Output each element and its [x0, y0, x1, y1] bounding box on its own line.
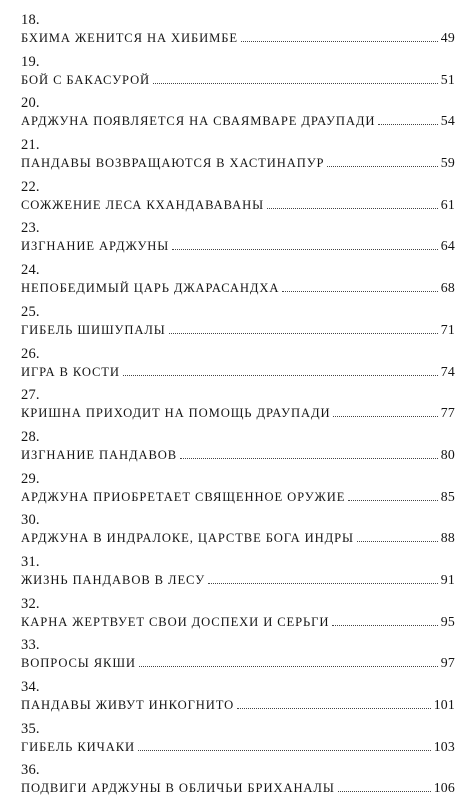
- toc-entry: [21, 387, 455, 429]
- page-number: 51: [440, 71, 455, 87]
- chapter-number: 19.: [21, 53, 40, 70]
- chapter-title: ГИБЕЛЬ ШИШУПАЛЫ: [21, 322, 166, 337]
- dot-leader: [333, 415, 437, 417]
- toc-entry: [21, 304, 455, 346]
- dot-leader: [123, 374, 438, 376]
- toc-line: [21, 237, 455, 254]
- toc-entry: [21, 679, 455, 721]
- toc-line: [21, 654, 455, 671]
- toc-entry: [21, 637, 455, 679]
- toc-line: [21, 404, 455, 421]
- toc-line: [21, 738, 455, 755]
- toc-line: [21, 696, 455, 713]
- chapter-number: 22.: [21, 178, 40, 195]
- dot-leader: [241, 40, 438, 42]
- chapter-number: 33.: [21, 637, 40, 654]
- dot-leader: [267, 207, 438, 209]
- chapter-title: ПОДВИГИ АРДЖУНЫ В ОБЛИЧЬИ БРИХАНАЛЫ: [21, 781, 335, 796]
- chapter-number: 29.: [21, 470, 40, 487]
- page-number: 71: [440, 321, 455, 337]
- chapter-title: БХИМА ЖЕНИТСЯ НА ХИБИМБЕ: [21, 31, 238, 45]
- chapter-number: 35.: [21, 720, 40, 737]
- chapter-number: 18.: [21, 12, 40, 28]
- toc-line: [21, 71, 455, 88]
- chapter-title: НЕПОБЕДИМЫЙ ЦАРЬ ДЖАРАСАНДХА: [21, 281, 280, 296]
- dot-leader: [208, 582, 438, 584]
- dot-leader: [169, 332, 438, 334]
- chapter-title: СОЖЖЕНИЕ ЛЕСА КХАНДАВАВАНЫ: [21, 197, 264, 212]
- chapter-title: КРИШНА ПРИХОДИТ НА ПОМОЩЬ ДРАУПАДИ: [21, 406, 331, 421]
- toc-line: [21, 529, 455, 546]
- chapter-number: 31.: [21, 553, 40, 570]
- page-number: 64: [440, 238, 455, 254]
- page-number: 85: [440, 488, 455, 504]
- dot-leader: [139, 665, 438, 667]
- toc-entry: [21, 554, 455, 596]
- chapter-title: БОЙ С БАКАСУРОЙ: [21, 72, 151, 87]
- toc-entry: [21, 12, 455, 54]
- toc-entry: [21, 54, 455, 96]
- page-number: 95: [440, 613, 455, 629]
- page-number: 68: [440, 280, 455, 296]
- chapter-number: 27.: [21, 387, 40, 404]
- chapter-number: 23.: [21, 220, 40, 237]
- chapter-number: 24.: [21, 262, 40, 279]
- toc-entry: [21, 137, 455, 179]
- toc-entry: [21, 262, 455, 304]
- toc-entry: [21, 95, 455, 137]
- chapter-number: 32.: [21, 595, 40, 612]
- chapter-number: 26.: [21, 345, 40, 362]
- chapter-title: ГИБЕЛЬ КИЧАКИ: [21, 739, 136, 754]
- toc-line: [21, 29, 455, 46]
- chapter-title: АРДЖУНА ПОЯВЛЯЕТСЯ НА СВАЯМВАРЕ ДРАУПАДИ: [21, 114, 376, 129]
- page-number: 88: [440, 530, 455, 546]
- dot-leader: [282, 290, 437, 292]
- page-number: 59: [440, 155, 455, 171]
- chapter-title: ЖИЗНЬ ПАНДАВОВ В ЛЕСУ: [21, 572, 206, 587]
- chapter-title: ПАНДАВЫ ВОЗВРАЩАЮТСЯ В ХАСТИНАПУР: [21, 156, 325, 171]
- chapter-number: 30.: [21, 512, 40, 529]
- chapter-number: 25.: [21, 303, 40, 320]
- chapter-number: 28.: [21, 428, 40, 445]
- chapter-title: АРДЖУНА В ИНДРАЛОКЕ, ЦАРСТВЕ БОГА ИНДРЫ: [21, 531, 354, 546]
- chapter-title: ИГРА В КОСТИ: [21, 364, 120, 379]
- dot-leader: [357, 540, 438, 542]
- dot-leader: [180, 457, 438, 459]
- table-of-contents: [21, 12, 455, 804]
- toc-line: [21, 488, 455, 505]
- toc-line: [21, 112, 455, 129]
- toc-entry: [21, 429, 455, 471]
- page-number: 77: [440, 405, 455, 421]
- page-number: 49: [440, 30, 455, 45]
- toc-entry: [21, 179, 455, 221]
- toc-line: [21, 779, 455, 796]
- chapter-number: 34.: [21, 679, 40, 695]
- dot-leader: [327, 165, 437, 167]
- chapter-title: КАРНА ЖЕРТВУЕТ СВОИ ДОСПЕХИ И СЕРЬГИ: [21, 614, 330, 629]
- page-number: 103: [433, 738, 455, 754]
- chapter-title: ИЗГНАНИЕ ПАНДАВОВ: [21, 447, 178, 462]
- toc-entry: [21, 512, 455, 554]
- chapter-number: 20.: [21, 95, 40, 112]
- toc-line: [21, 571, 455, 588]
- dot-leader: [378, 123, 437, 125]
- page-number: 97: [440, 655, 455, 671]
- page-number: 80: [440, 446, 455, 462]
- dot-leader: [332, 624, 437, 626]
- toc-entry: [21, 346, 455, 388]
- toc-line: [21, 613, 455, 630]
- toc-entry: [21, 471, 455, 513]
- toc-line: [21, 196, 455, 213]
- page-number: 61: [440, 196, 455, 212]
- toc-line: [21, 154, 455, 171]
- dot-leader: [172, 248, 438, 250]
- dot-leader: [348, 499, 438, 501]
- toc-line: [21, 321, 455, 338]
- dot-leader: [138, 749, 431, 751]
- page-number: 106: [433, 780, 455, 796]
- toc-entry: [21, 762, 455, 804]
- toc-entry: [21, 596, 455, 638]
- chapter-title: АРДЖУНА ПРИОБРЕТАЕТ СВЯЩЕННОЕ ОРУЖИЕ: [21, 489, 346, 504]
- toc-line: [21, 363, 455, 380]
- chapter-number: 36.: [21, 762, 40, 779]
- toc-line: [21, 279, 455, 296]
- toc-entry: [21, 220, 455, 262]
- dot-leader: [338, 790, 431, 792]
- toc-entry: [21, 721, 455, 763]
- dot-leader: [237, 707, 431, 709]
- page-number: 54: [440, 113, 455, 129]
- chapter-title: ПАНДАВЫ ЖИВУТ ИНКОГНИТО: [21, 698, 235, 712]
- dot-leader: [153, 82, 438, 84]
- page-number: 91: [440, 571, 455, 587]
- page-number: 74: [440, 363, 455, 379]
- chapter-number: 21.: [21, 137, 40, 154]
- chapter-title: ВОПРОСЫ ЯКШИ: [21, 656, 136, 671]
- chapter-title: ИЗГНАНИЕ АРДЖУНЫ: [21, 239, 170, 254]
- toc-line: [21, 446, 455, 463]
- page-number: 101: [433, 697, 455, 712]
